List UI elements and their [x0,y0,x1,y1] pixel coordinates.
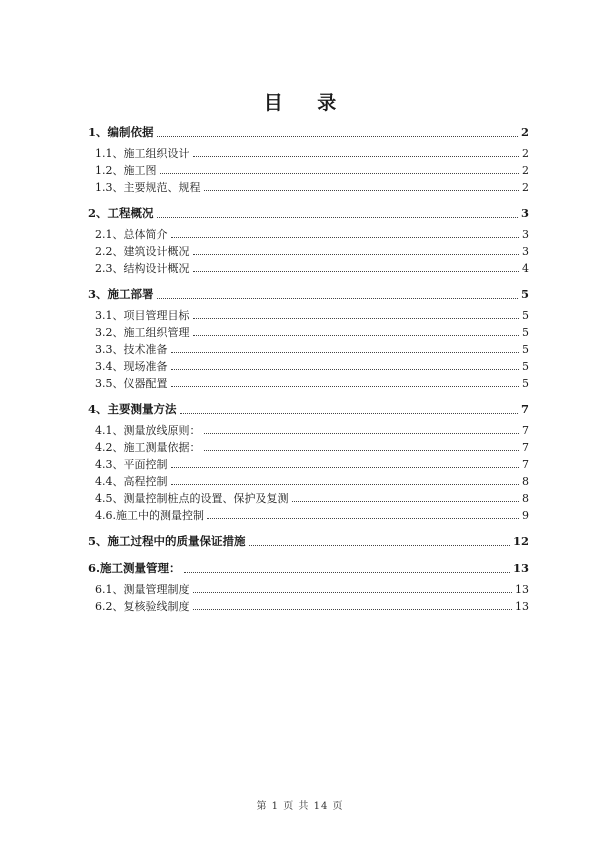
toc-entry-label: 1.2、施工图 [95,164,157,177]
dot-leader [292,501,520,502]
toc-page-number: 13 [515,600,529,613]
dot-leader [171,467,520,468]
toc-section [88,123,529,196]
toc-page-number: 5 [522,343,529,356]
toc-subentry [88,307,529,324]
toc-section [88,204,529,277]
toc-subentry [88,179,529,196]
toc-subentry [88,260,529,277]
toc-subentry [88,358,529,375]
toc-page-number: 9 [522,509,529,522]
toc-entry-label: 5、施工过程中的质量保证措施 [88,534,246,548]
dot-leader [193,271,520,272]
toc-entry-label: 2.2、建筑设计概况 [95,245,190,258]
dot-leader [184,572,510,573]
toc-entry-label: 3.2、施工组织管理 [95,326,190,339]
toc-page-number: 13 [512,561,529,575]
dot-leader [204,433,520,434]
toc-subentry [88,243,529,260]
toc-page-number: 5 [522,326,529,339]
toc-subentry [88,473,529,490]
table-of-contents [88,123,529,623]
toc-entry-label: 3.5、仪器配置 [95,377,168,390]
dot-leader [160,173,520,174]
toc-subentry [88,507,529,524]
toc-subentry [88,490,529,507]
toc-entry-label: 2、工程概况 [88,206,154,220]
toc-subentry [88,422,529,439]
dot-leader [171,386,520,387]
toc-page-number: 8 [522,475,529,488]
toc-page-number: 7 [522,441,529,454]
toc-entry-label: 2.1、总体简介 [95,228,168,241]
toc-entry-label: 3.1、项目管理目标 [95,309,190,322]
toc-entry-label: 4、主要测量方法 [88,402,177,416]
dot-leader [157,136,518,137]
toc-entry-label: 3、施工部署 [88,287,154,301]
toc-page-number: 3 [522,245,529,258]
dot-leader [171,352,520,353]
toc-page-number: 3 [520,206,529,220]
toc-entry-label: 1.3、主要规范、规程 [95,181,201,194]
page-title: 目 录 [263,92,351,114]
toc-subentry [88,341,529,358]
toc-section [88,532,529,551]
dot-leader [193,592,513,593]
dot-leader [204,190,520,191]
dot-leader [171,484,520,485]
toc-page-number: 2 [522,147,529,160]
dot-leader [193,156,520,157]
toc-entry-label: 6.2、复核验线制度 [95,600,190,613]
dot-leader [193,335,520,336]
toc-subentry [88,162,529,179]
toc-entry-label: 3.3、技术准备 [95,343,168,356]
toc-entry-label: 4.2、施工测量依据： [95,441,201,454]
dot-leader [157,217,518,218]
toc-subentry [88,145,529,162]
dot-leader [171,369,520,370]
toc-section [88,285,529,392]
dot-leader [193,318,520,319]
toc-section [88,559,529,615]
toc-page-number: 8 [522,492,529,505]
toc-entry-label: 4.4、高程控制 [95,475,168,488]
toc-page-number: 5 [522,360,529,373]
toc-entry-label: 4.1、测量放线原则： [95,424,201,437]
toc-page-number: 4 [522,262,529,275]
toc-page-number: 5 [522,377,529,390]
toc-subentry [88,456,529,473]
dot-leader [204,450,520,451]
toc-page-number: 3 [522,228,529,241]
dot-leader [180,413,518,414]
toc-subentry [88,324,529,341]
toc-heading [88,285,529,304]
toc-entry-label: 2.3、结构设计概况 [95,262,190,275]
toc-page-number: 7 [522,424,529,437]
toc-heading [88,532,529,551]
dot-leader [193,254,520,255]
toc-subentry [88,226,529,243]
toc-heading [88,204,529,223]
toc-page-number: 12 [512,534,529,548]
toc-entry-label: 6.施工测量管理： [88,561,181,575]
toc-page-number: 2 [522,181,529,194]
toc-page-number: 5 [520,287,529,301]
toc-page-number: 2 [520,125,529,139]
toc-page-number: 2 [522,164,529,177]
toc-subentry [88,375,529,392]
toc-entry-label: 1.1、施工组织设计 [95,147,190,160]
toc-entry-label: 4.3、平面控制 [95,458,168,471]
toc-page-number: 7 [520,402,529,416]
toc-heading [88,559,529,578]
toc-entry-label: 4.5、测量控制桩点的设置、保护及复测 [95,492,289,505]
toc-entry-label: 1、编制依据 [88,125,154,139]
dot-leader [157,298,518,299]
dot-leader [207,518,519,519]
toc-subentry [88,439,529,456]
toc-section [88,400,529,524]
toc-entry-label: 3.4、现场准备 [95,360,168,373]
toc-subentry [88,581,529,598]
dot-leader [249,545,510,546]
toc-page-number: 13 [515,583,529,596]
toc-entry-label: 6.1、测量管理制度 [95,583,190,596]
toc-heading [88,400,529,419]
toc-subentry [88,598,529,615]
dot-leader [171,237,520,238]
toc-page-number: 5 [522,309,529,322]
toc-heading [88,123,529,142]
page-footer: 第 1 页 共 14 页 [256,801,344,812]
dot-leader [193,609,513,610]
toc-entry-label: 4.6.施工中的测量控制 [95,509,204,522]
toc-page-number: 7 [522,458,529,471]
